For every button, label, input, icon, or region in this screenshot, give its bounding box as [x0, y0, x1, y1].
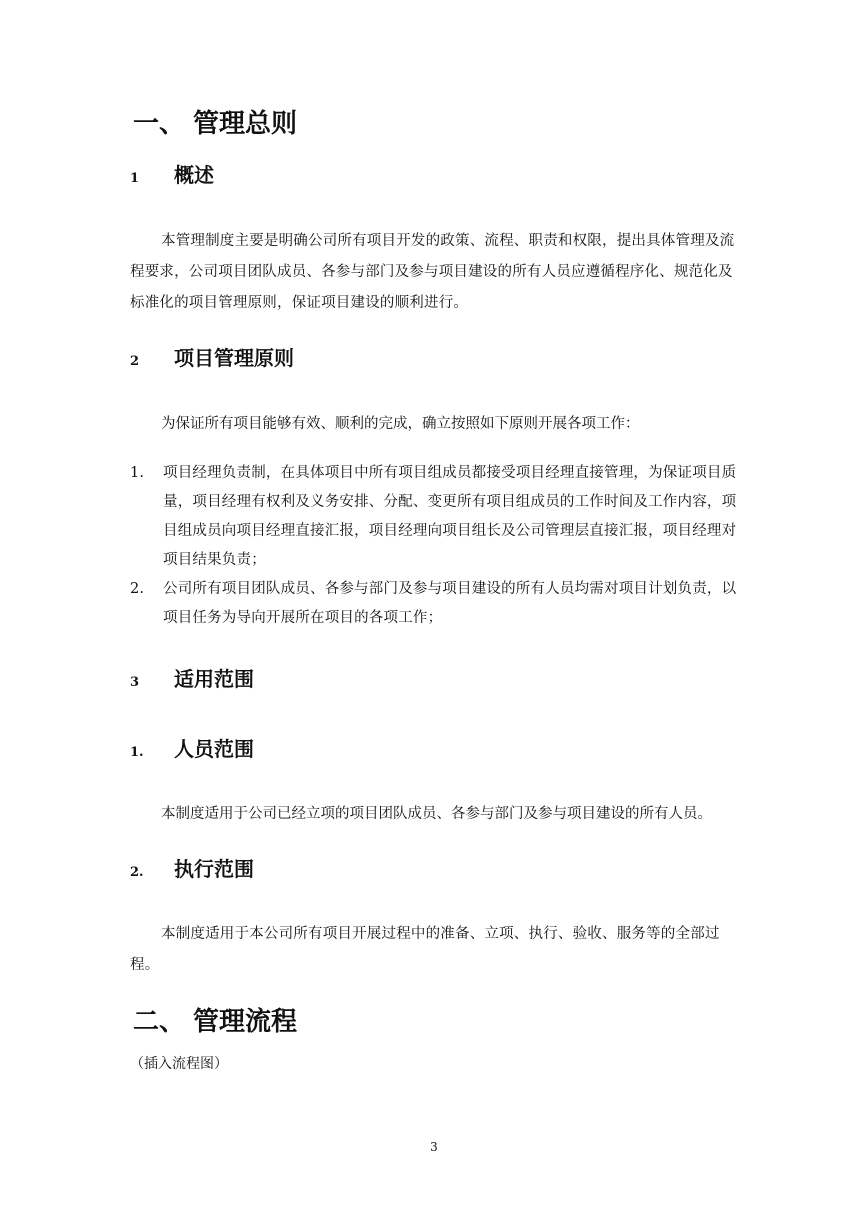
subheading-number: 2.	[130, 865, 144, 880]
flowchart-placeholder: （插入流程图）	[130, 1056, 228, 1072]
page-number: 3	[430, 1140, 438, 1154]
section-title: 管理总则	[193, 109, 298, 139]
execution-scope-paragraph: 本制度适用于本公司所有项目开展过程中的准备、立项、执行、验收、服务等的全部过程。	[130, 926, 720, 973]
list-item-text: 公司所有项目团队成员、各参与部门及参与项目建设的所有人员均需对项目计划负责，以项目任务为导向开展所在项目的各项工作；	[163, 581, 737, 626]
principles-list	[130, 459, 750, 633]
subheading-title: 人员范围	[174, 737, 254, 761]
section-number: 一、	[133, 109, 186, 139]
list-item	[130, 459, 750, 575]
subheading-principles	[130, 345, 294, 375]
subheading-title: 执行范围	[174, 857, 254, 881]
list-marker: 2.	[130, 581, 145, 597]
subheading-number: 3	[130, 675, 140, 690]
section-title: 管理流程	[193, 1007, 298, 1037]
people-scope-paragraph: 本制度适用于公司已经立项的项目团队成员、各参与部门及参与项目建设的所有人员。	[161, 806, 712, 822]
list-marker: 1.	[130, 465, 145, 481]
subheading-overview	[130, 162, 214, 192]
subheading-scope	[130, 666, 254, 696]
subheading-title: 适用范围	[174, 667, 254, 691]
section-heading-1	[133, 108, 297, 140]
subheading-title: 项目管理原则	[174, 346, 294, 370]
subheading-execution-scope	[130, 856, 254, 886]
list-item	[130, 575, 750, 633]
subheading-number: 1.	[130, 745, 144, 760]
subheading-number: 1	[130, 171, 140, 186]
subheading-people-scope	[130, 736, 254, 766]
section-heading-2	[133, 1006, 297, 1038]
list-item-text: 项目经理负责制，在具体项目中所有项目组成员都接受项目经理直接管理，为保证项目质量，项目经理有权利及义务安排、分配、变更所有项目组成员的工作时间及工作内容，项目组成员向项目经理直接汇报，项目经理向项目组长及公司管理层直接汇报，项目经理对项目结果负责；	[163, 465, 737, 568]
subheading-title: 概述	[174, 163, 214, 187]
overview-paragraph: 本管理制度主要是明确公司所有项目开发的政策、流程、职责和权限，提出具体管理及流程要求，公司项目团队成员、各参与部门及参与项目建设的所有人员应遵循程序化、规范化及标准化的项目管理原则，保证项目建设的顺利进行。	[130, 233, 735, 311]
principles-intro: 为保证所有项目能够有效、顺利的完成，确立按照如下原则开展各项工作：	[161, 416, 640, 432]
subheading-number: 2	[130, 354, 140, 369]
section-number: 二、	[133, 1007, 186, 1037]
